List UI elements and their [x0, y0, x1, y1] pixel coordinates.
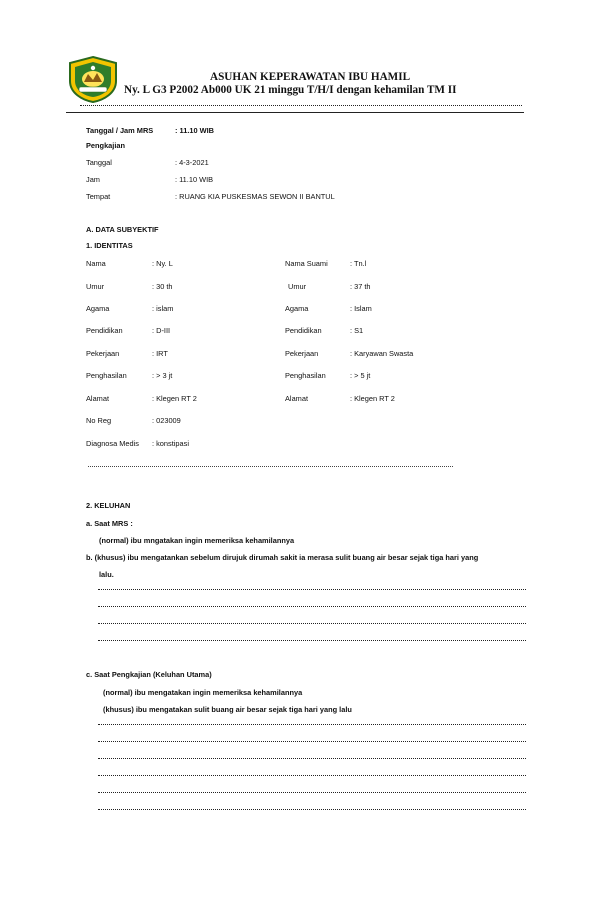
pekerjaan-suami-value: : Karyawan Swasta: [350, 349, 414, 358]
tempat-label: Tempat: [86, 192, 111, 201]
pendidikan-label: Pendidikan: [86, 326, 123, 335]
umur-value: : 30 th: [152, 282, 173, 291]
saat-pengkajian-khusus-text: (khusus) ibu mengatakan sulit buang air besar sejak tiga hari yang lalu: [103, 705, 352, 714]
blank-line: [98, 809, 526, 810]
blank-line: [98, 758, 526, 759]
document-subtitle: Ny. L G3 P2002 Ab000 UK 21 minggu T/H/I dengan kehamilan TM II: [124, 84, 457, 96]
no-reg-value: : 023009: [152, 416, 181, 425]
umur-suami-value: : 37 th: [350, 282, 371, 291]
blank-line: [98, 775, 526, 776]
tanggal-label: Tanggal: [86, 158, 112, 167]
agama-suami-label: Agama: [285, 304, 309, 313]
penghasilan-label: Penghasilan: [86, 371, 127, 380]
umur-suami-label: Umur: [288, 282, 307, 291]
pendidikan-value: : D-III: [152, 326, 171, 335]
saat-pengkajian-title: c. Saat Pengkajian (Keluhan Utama): [86, 670, 212, 679]
pekerjaan-suami-label: Pekerjaan: [285, 349, 319, 358]
diagnosa-medis-label: Diagnosa Medis: [86, 439, 139, 448]
kabupaten-seal-logo: [66, 55, 120, 103]
tanggal-jam-mrs-value: : 11.10 WIB: [175, 126, 215, 135]
saat-mrs-title: a. Saat MRS :: [86, 519, 133, 528]
nama-value: : Ny. L: [152, 259, 173, 268]
alamat-suami-label: Alamat: [285, 394, 309, 403]
pekerjaan-value: : IRT: [152, 349, 168, 358]
jam-label: Jam: [86, 175, 100, 184]
blank-line: [98, 589, 526, 590]
saat-mrs-normal-text: (normal) ibu mngatakan ingin memeriksa kehamilannya: [99, 536, 295, 545]
khusus-text-line2: lalu.: [99, 570, 114, 579]
header-solid-rule: [66, 112, 524, 113]
blank-line: [98, 606, 526, 607]
alamat-suami-value: : Klegen RT 2: [350, 394, 395, 403]
no-reg-label: No Reg: [86, 416, 112, 425]
nama-suami-label: Nama Suami: [285, 259, 328, 268]
pengkajian-label: Pengkajian: [86, 141, 126, 150]
khusus-text-line1: b. (khusus) ibu mengatankan sebelum dirujuk dirumah sakit ia merasa sulit buang air besar sejak tiga hari yang: [86, 553, 479, 562]
tanggal-value: : 4-3-2021: [175, 158, 209, 167]
blank-line: [98, 724, 526, 725]
pekerjaan-label: Pekerjaan: [86, 349, 120, 358]
pendidikan-suami-label: Pendidikan: [285, 326, 322, 335]
agama-value: : islam: [152, 304, 174, 313]
blank-line: [98, 623, 526, 624]
penghasilan-suami-label: Penghasilan: [285, 371, 326, 380]
blank-line: [98, 792, 526, 793]
alamat-value: : Klegen RT 2: [152, 394, 197, 403]
saat-pengkajian-normal-text: (normal) ibu mengatakan ingin memeriksa kehamilannya: [103, 688, 303, 697]
penghasilan-value: : > 3 jt: [152, 371, 173, 380]
identitas-dotted-rule: [88, 466, 453, 467]
keluhan-title: 2. KELUHAN: [86, 501, 131, 510]
penghasilan-suami-value: : > 5 jt: [350, 371, 371, 380]
header-dotted-rule: [80, 105, 522, 106]
nama-label: Nama: [86, 259, 106, 268]
tempat-value: : RUANG KIA PUSKESMAS SEWON II BANTUL: [175, 192, 335, 201]
nama-suami-value: : Tn.l: [350, 259, 367, 268]
diagnosa-medis-value: : konstipasi: [152, 439, 189, 448]
alamat-label: Alamat: [86, 394, 110, 403]
agama-suami-value: : Islam: [350, 304, 372, 313]
document-title: ASUHAN KEPERAWATAN IBU HAMIL: [210, 71, 411, 83]
pendidikan-suami-value: : S1: [350, 326, 364, 335]
blank-line: [98, 640, 526, 641]
agama-label: Agama: [86, 304, 110, 313]
tanggal-jam-mrs-label: Tanggal / Jam MRS: [86, 126, 154, 135]
jam-value: : 11.10 WIB: [175, 175, 214, 184]
blank-line: [98, 741, 526, 742]
umur-label: Umur: [86, 282, 105, 291]
identitas-title: 1. IDENTITAS: [86, 241, 133, 250]
section-a-title: A. DATA SUBYEKTIF: [86, 225, 159, 234]
